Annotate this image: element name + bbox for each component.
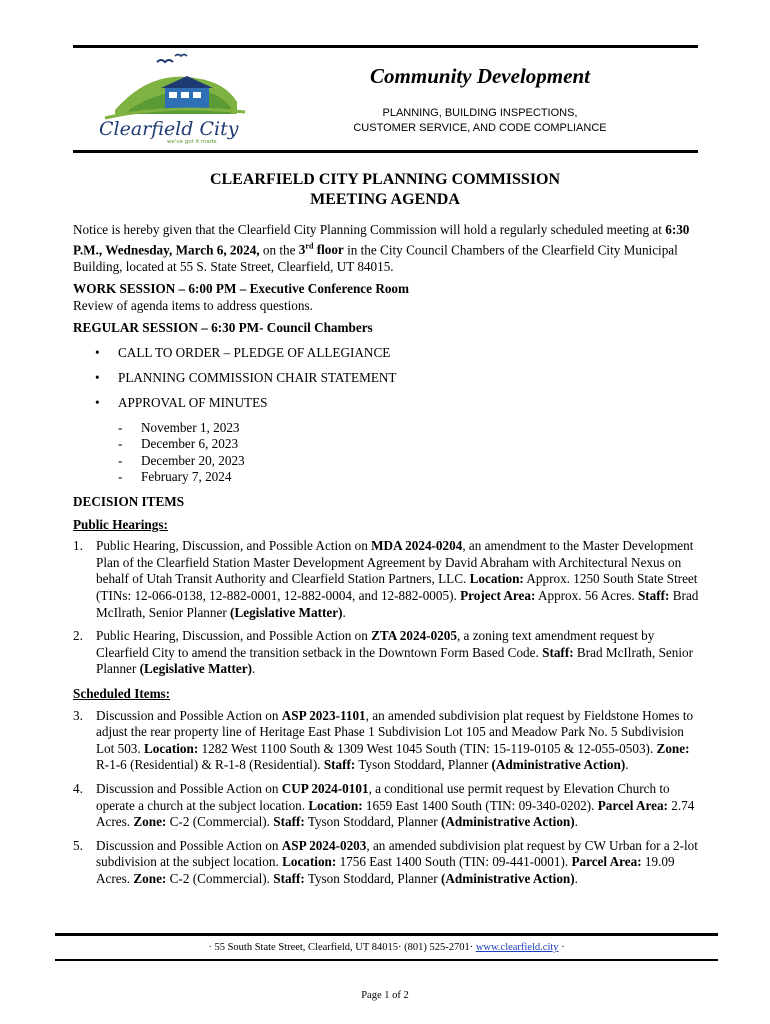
work-session-heading: WORK SESSION – 6:00 PM – Executive Conference Room <box>73 281 410 297</box>
department-subtitle <box>305 106 655 136</box>
agenda-item-5: 5. Discussion and Possible Action on ASP 2024-0203, an amended subdivision plat request by CW Urban for a 2-lot subdivision at the subject location. Location: 1756 East 1400 South (TIN: 09-441-0001). Parcel Area: 19.09 Acres. Zone: C-2 (Commercial). Staff: Tyson Stoddard, Planner (Administrative Action). <box>73 837 698 886</box>
logo-tagline: we've got it made <box>167 139 217 144</box>
list-item: • PLANNING COMMISSION CHAIR STATEMENT <box>95 369 397 385</box>
agenda-item-1: 1. Public Hearing, Discussion, and Possible Action on MDA 2024-0204, an amendment to the Master Development Plan of the Clearfield Station Master Development Agreement by David Abraham with Architectural Nexus on behalf of Utah Transit Authority and Clearfield Station Partners, LLC. Location: Approx. 1250 South State Street (TINs: 12-066-0138, 12-882-0001, 12-882-0004, and 12-882-0005). Project Area: Approx. 56 Acres. Staff: Brad McIlrath, Senior Planner (Legislative Matter). <box>73 538 699 620</box>
page-number: Page 1 of 2 <box>361 990 409 1001</box>
work-session-text: Review of agenda items to address questions. <box>73 297 313 313</box>
public-hearings-heading: Public Hearings: <box>73 516 168 532</box>
list-item: • APPROVAL OF MINUTES <box>95 394 268 410</box>
list-item: - February 7, 2024 <box>118 469 232 485</box>
agenda-title-line1: CLEARFIELD CITY PLANNING COMMISSION <box>209 171 561 188</box>
bullet-icon: • <box>95 394 100 410</box>
footer-top-rule <box>55 933 718 936</box>
list-item: - December 6, 2023 <box>118 436 239 452</box>
regular-session-list <box>73 345 701 411</box>
department-subtitle-line2: CUSTOMER SERVICE, AND CODE COMPLIANCE <box>353 122 607 134</box>
agenda-item-4: 4. Discussion and Possible Action on CUP 2024-0101, a conditional use permit request by Elevation Church to operate a church at the subject location. Location: 1659 East 1400 South (TIN: 09-340-0202). Parcel Area: 2.74 Acres. Zone: C-2 (Commercial). Staff: Tyson Stoddard, Planner (Administrative Action). <box>73 780 695 830</box>
minutes-dates-list <box>73 420 701 486</box>
header-bottom-rule <box>73 150 698 153</box>
department-title: Community Development <box>370 64 590 88</box>
meeting-notice: Notice is hereby given that the Clearfield City Planning Commission will hold a regularly scheduled meeting at 6:30 P.M., Wednesday, March 6, 2024, on the 3rd floor in the City Council Chambers of the Clearfield City Municipal Building, located at 55 S. State Street, Clearfield, UT 84015. <box>73 222 690 274</box>
clearfield-city-logo <box>95 52 255 144</box>
agenda-title-line2: MEETING AGENDA <box>310 191 460 208</box>
decision-items-heading: DECISION ITEMS <box>73 494 185 509</box>
agenda-item-3: 3. Discussion and Possible Action on ASP 2023-1101, an amended subdivision plat request by Fieldstone Homes to adjust the rear property line of Heritage East Phase 1 Subdivision Lot 105 and Meadow Park No. 5 Subdivision Lot 503. Location: 1282 West 1100 South & 1309 West 1045 South (TIN: 15-119-0105 & 12-055-0503). Zone: R-1-6 (Residential) & R-1-8 (Residential). Staff: Tyson Stoddard, Planner (Administrative Action). <box>73 707 694 773</box>
footer-contact: · 55 South State Street, Clearfield, UT 84015· (801) 525-2701· www.clearfield.city · <box>208 942 565 953</box>
footer-phone: (801) 525-2701 <box>401 942 470 953</box>
bullet-icon: • <box>95 344 100 360</box>
bullet-icon: • <box>95 369 100 385</box>
logo-wordmark: Clearfield City <box>99 118 239 140</box>
header-top-rule <box>73 45 698 48</box>
agenda-body <box>73 222 701 895</box>
footer-address: 55 South State Street, Clearfield, UT 84015 <box>211 942 398 953</box>
footer-bottom-rule <box>55 959 718 961</box>
list-item: - December 20, 2023 <box>118 452 245 468</box>
scheduled-items-list <box>73 708 701 888</box>
list-item: • CALL TO ORDER – PLEDGE OF ALLEGIANCE <box>95 344 391 360</box>
agenda-title <box>70 170 700 210</box>
list-item: - November 1, 2023 <box>118 419 240 435</box>
department-subtitle-line1: PLANNING, BUILDING INSPECTIONS, <box>382 107 578 119</box>
regular-session-heading: REGULAR SESSION – 6:30 PM- Council Chambers <box>73 320 373 336</box>
public-hearings-list <box>73 538 701 678</box>
scheduled-items-heading: Scheduled Items: <box>73 685 171 701</box>
agenda-item-2: 2. Public Hearing, Discussion, and Possible Action on ZTA 2024-0205, a zoning text amendment request by Clearfield City to amend the transition setback in the Downtown Form Based Code. Staff: Brad McIlrath, Senior Planner (Legislative Matter). <box>73 628 693 677</box>
website-link[interactable]: www.clearfield.city <box>475 942 559 953</box>
